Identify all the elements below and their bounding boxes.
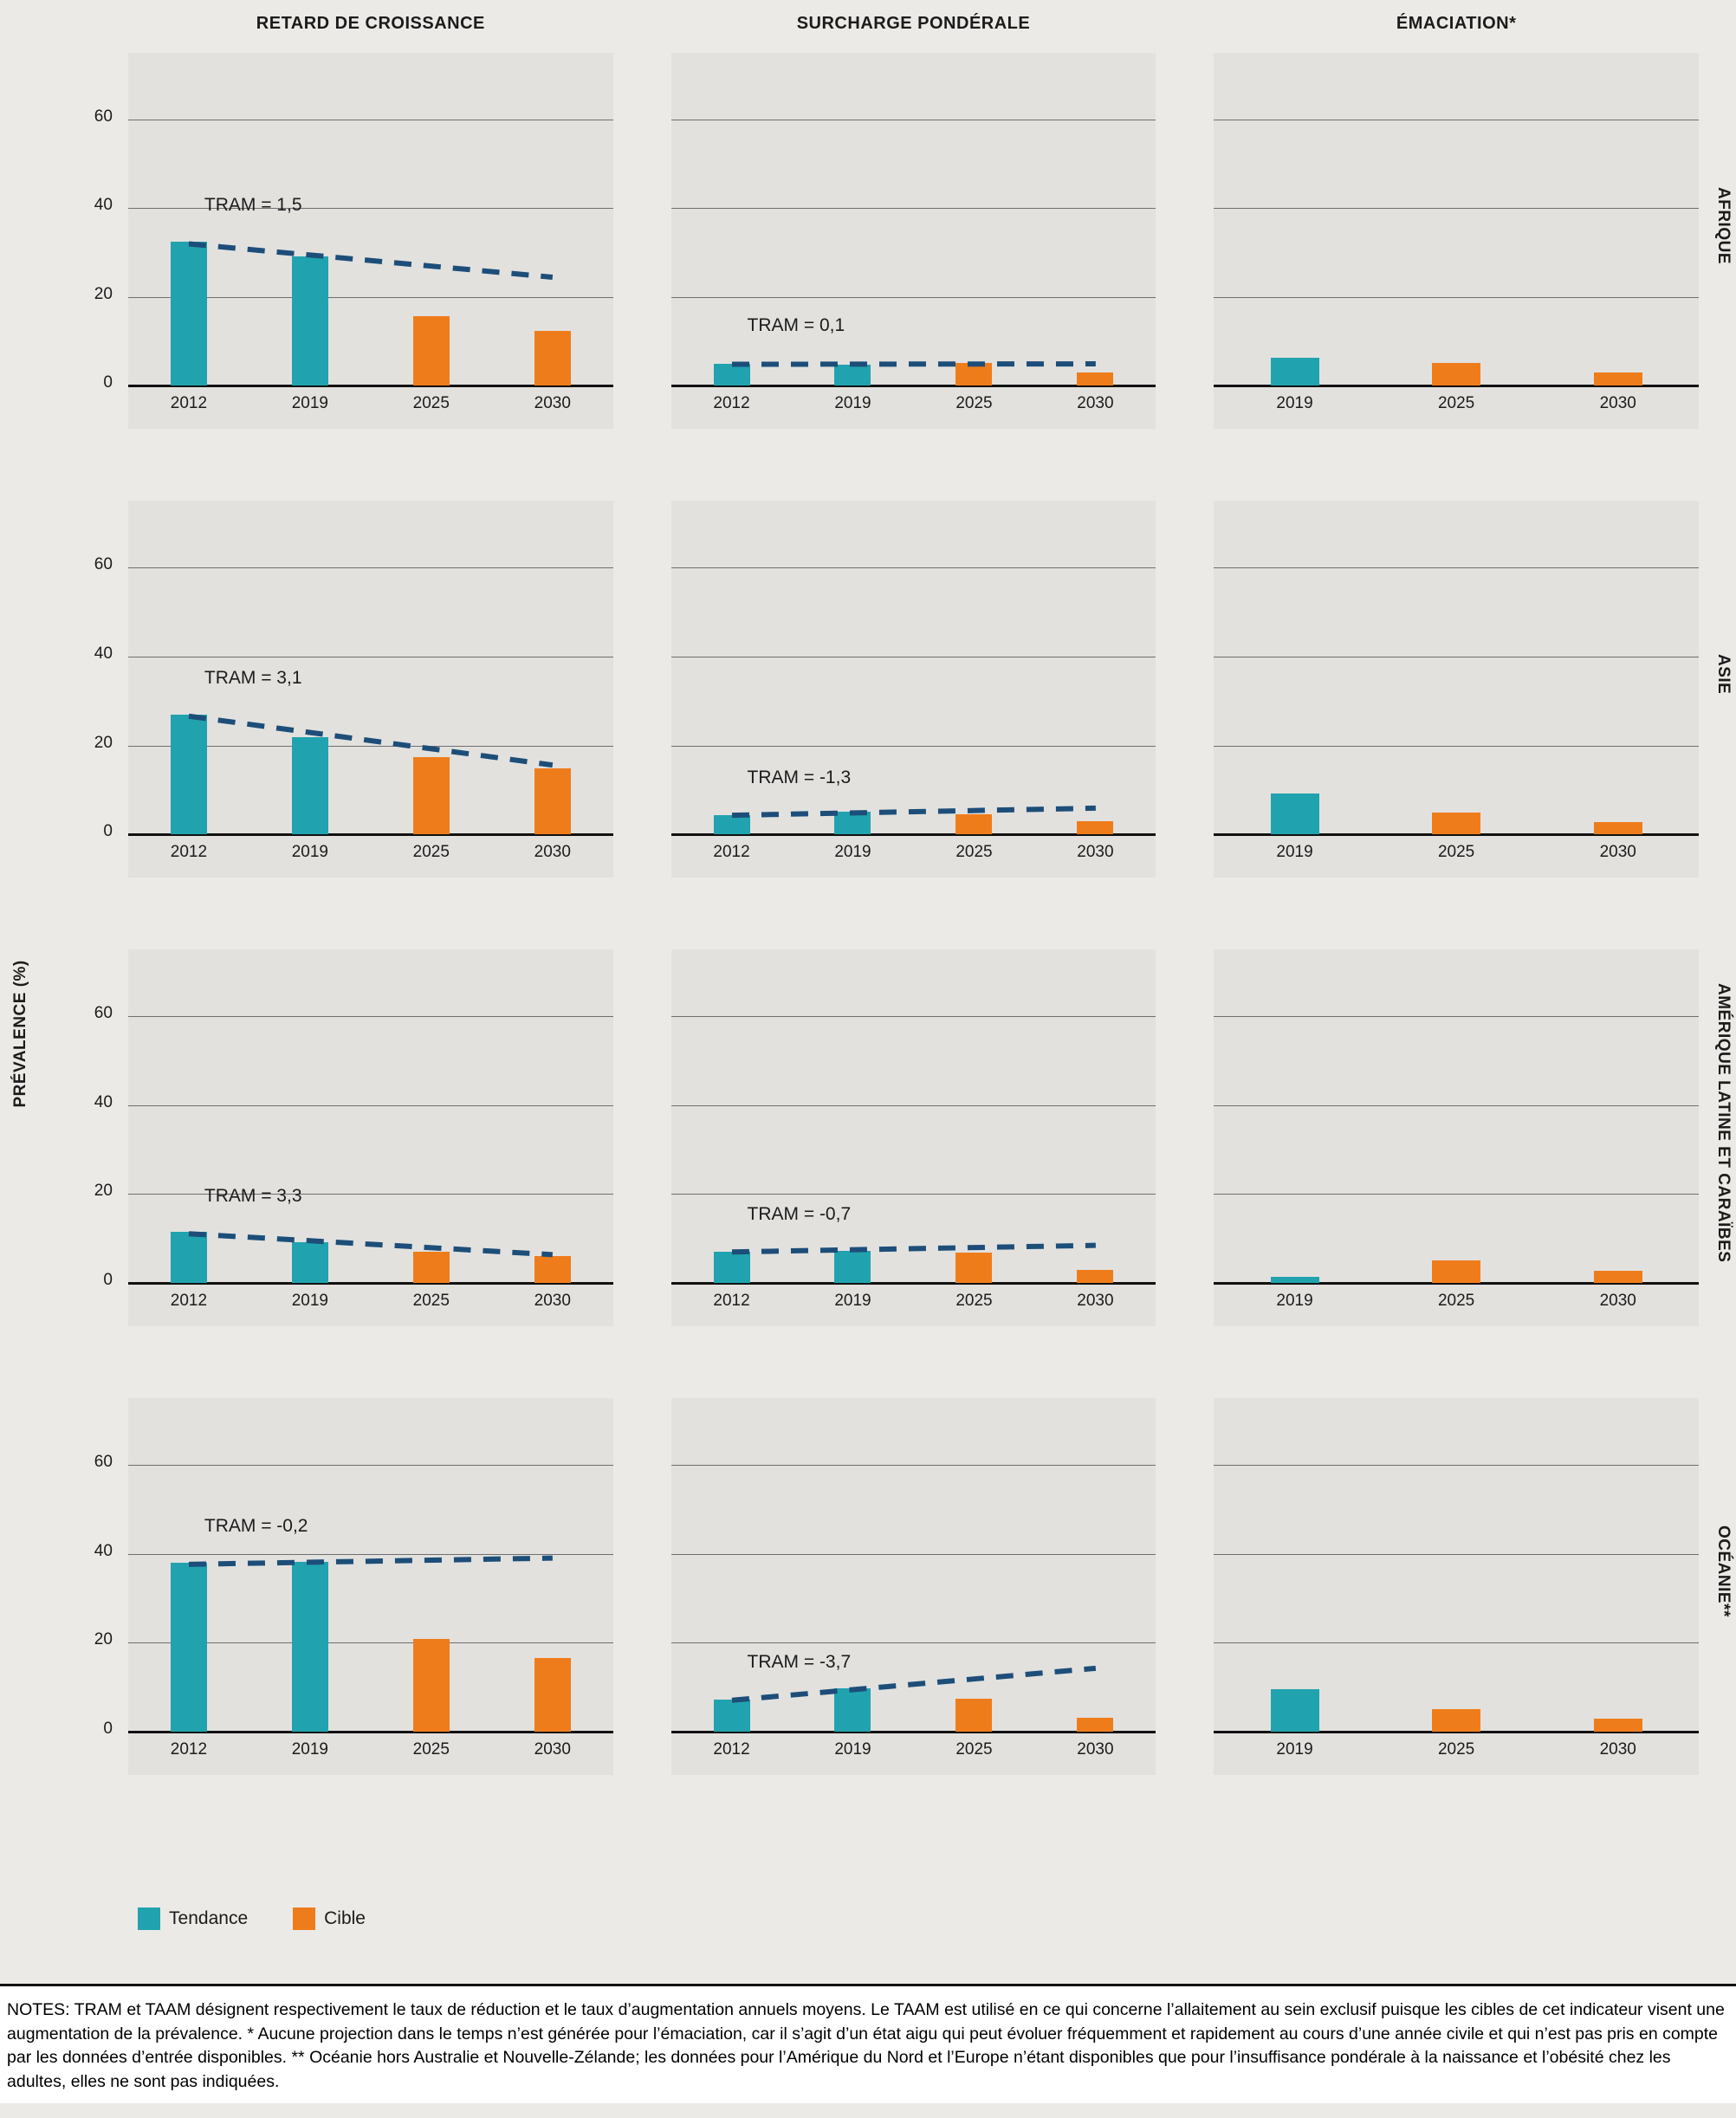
tram-annotation: TRAM = -1,3 xyxy=(747,767,852,787)
x-tick-2012: 2012 xyxy=(170,843,208,862)
panel-1-1 xyxy=(128,53,613,430)
y-tick-60: 60 xyxy=(94,107,113,126)
x-tick-2025: 2025 xyxy=(412,1291,450,1310)
y-tick-20: 20 xyxy=(94,1182,113,1201)
y-tick-20: 20 xyxy=(94,1630,113,1649)
y-tick-0: 0 xyxy=(103,1270,113,1289)
y-tick-40: 40 xyxy=(94,1092,113,1111)
row-title-1: AFRIQUE xyxy=(1714,186,1733,264)
panel-2-1 xyxy=(128,501,613,878)
trend-line xyxy=(128,53,613,430)
x-tick-2019: 2019 xyxy=(834,1291,871,1310)
trend-line xyxy=(128,1398,613,1775)
gridline-20 xyxy=(1214,297,1699,298)
x-tick-2025: 2025 xyxy=(1437,1291,1475,1310)
legend xyxy=(138,1907,400,1930)
legend-label-2: Cible xyxy=(324,1908,366,1929)
y-axis-title: PRÉVALENCE (%) xyxy=(10,960,29,1108)
row-title-2: ASIE xyxy=(1714,654,1733,695)
y-tick-40: 40 xyxy=(94,644,113,663)
gridline-60 xyxy=(1214,1465,1699,1466)
y-tick-60: 60 xyxy=(94,1004,113,1023)
row-title-3: AMÉRIQUE LATINE ET CARAÏBES xyxy=(1714,982,1733,1263)
x-tick-2019: 2019 xyxy=(1276,1291,1313,1310)
tram-annotation: TRAM = -3,7 xyxy=(747,1651,852,1672)
y-tick-60: 60 xyxy=(94,555,113,574)
tram-annotation: TRAM = 1,5 xyxy=(204,195,302,216)
x-tick-2012: 2012 xyxy=(170,394,208,413)
x-tick-2019: 2019 xyxy=(291,394,328,413)
x-tick-2025: 2025 xyxy=(412,843,450,862)
panel-4-3 xyxy=(1214,1398,1699,1775)
x-tick-2030: 2030 xyxy=(1077,1291,1114,1310)
gridline-40 xyxy=(1214,1105,1699,1106)
tram-annotation: TRAM = 3,3 xyxy=(204,1185,302,1206)
bar-2019-tendance[interactable] xyxy=(1271,1689,1319,1732)
x-tick-2030: 2030 xyxy=(534,843,571,862)
legend-swatch-1 xyxy=(138,1907,160,1930)
x-tick-2030: 2030 xyxy=(534,1291,571,1310)
panel-3-2 xyxy=(671,949,1156,1326)
x-tick-2030: 2030 xyxy=(1599,394,1636,413)
panel-3-3 xyxy=(1214,949,1699,1326)
y-tick-20: 20 xyxy=(94,733,113,752)
gridline-20 xyxy=(1214,746,1699,747)
x-tick-2025: 2025 xyxy=(1437,843,1475,862)
bar-2030-cible[interactable] xyxy=(1594,372,1642,385)
x-tick-2012: 2012 xyxy=(713,1739,750,1759)
panel-1-3 xyxy=(1214,53,1699,430)
x-tick-2019: 2019 xyxy=(834,843,871,862)
trend-line xyxy=(671,1398,1156,1775)
x-tick-2030: 2030 xyxy=(534,394,571,413)
chart-notes: NOTES: TRAM et TAAM désignent respectivement le taux de réduction et le taux d’augmentation annuels moyens. Le TAAM est utilisé en ce qui concerne l’allaitement au sein exclusif puisque les cibles de cet indicateur visent une augmentation de la prévalence. * Aucune projection dans le temps n’est générée pour l’émaciation, car il s’agit d’un état aigu qui peut évoluer fréquemment et rapidement au cours d’une année civile et qui n’est pas pris en compte par les données d’entrée disponibles. ** Océanie hors Australie et Nouvelle-Zélande; les données pour l’Amérique du Nord et l’Europe n’étant disponibles que pour l’insuffisance pondérale à la naissance et l’obésité chez les adultes, elles ne sont pas indiquées. xyxy=(0,1984,1736,2103)
y-tick-0: 0 xyxy=(103,1719,113,1738)
legend-item-1 xyxy=(138,1907,248,1930)
bar-2025-cible[interactable] xyxy=(1432,1709,1480,1732)
y-tick-60: 60 xyxy=(94,1452,113,1471)
x-tick-2030: 2030 xyxy=(1077,1739,1114,1759)
x-tick-2019: 2019 xyxy=(1276,843,1313,862)
trend-line xyxy=(128,501,613,878)
x-tick-2019: 2019 xyxy=(834,1739,871,1759)
tram-annotation: TRAM = 0,1 xyxy=(747,315,845,336)
bar-2030-cible[interactable] xyxy=(1594,1719,1642,1732)
trend-line xyxy=(671,53,1156,430)
x-tick-2030: 2030 xyxy=(1077,843,1114,862)
x-tick-2025: 2025 xyxy=(955,1291,993,1310)
x-tick-2019: 2019 xyxy=(291,1291,328,1310)
panel-4-1 xyxy=(128,1398,613,1775)
row-title-4: OCÉANIE** xyxy=(1714,1525,1733,1617)
x-tick-2019: 2019 xyxy=(291,843,328,862)
bar-2019-tendance[interactable] xyxy=(1271,358,1319,386)
tram-annotation: TRAM = 3,1 xyxy=(204,668,302,689)
x-tick-2012: 2012 xyxy=(713,394,750,413)
trend-line xyxy=(671,501,1156,878)
x-tick-2025: 2025 xyxy=(412,394,450,413)
x-tick-2019: 2019 xyxy=(1276,394,1313,413)
x-tick-2012: 2012 xyxy=(713,1291,750,1310)
tram-annotation: TRAM = -0,2 xyxy=(204,1515,308,1536)
x-tick-2012: 2012 xyxy=(713,843,750,862)
y-tick-0: 0 xyxy=(103,373,113,392)
column-title-1: RETARD DE CROISSANCE xyxy=(256,13,485,33)
x-tick-2025: 2025 xyxy=(955,394,993,413)
trend-line xyxy=(671,949,1156,1326)
x-tick-2030: 2030 xyxy=(1599,1291,1636,1310)
gridline-60 xyxy=(1214,567,1699,568)
panel-2-3 xyxy=(1214,501,1699,878)
gridline-40 xyxy=(1214,1554,1699,1555)
legend-item-2 xyxy=(293,1907,366,1930)
bar-2019-tendance[interactable] xyxy=(1271,1277,1319,1283)
x-tick-2025: 2025 xyxy=(412,1739,450,1759)
bar-2025-cible[interactable] xyxy=(1432,1260,1480,1283)
trend-line xyxy=(128,949,613,1326)
x-tick-2030: 2030 xyxy=(534,1739,571,1759)
x-tick-2025: 2025 xyxy=(1437,394,1475,413)
x-tick-2030: 2030 xyxy=(1077,394,1114,413)
panel-3-1 xyxy=(128,949,613,1326)
gridline-40 xyxy=(1214,208,1699,209)
gridline-20 xyxy=(1214,1194,1699,1195)
bar-2019-tendance[interactable] xyxy=(1271,793,1319,834)
x-tick-2025: 2025 xyxy=(955,1739,993,1759)
panel-2-2 xyxy=(671,501,1156,878)
x-tick-2030: 2030 xyxy=(1599,843,1636,862)
legend-label-1: Tendance xyxy=(169,1908,249,1929)
x-tick-2030: 2030 xyxy=(1599,1739,1636,1759)
y-tick-40: 40 xyxy=(94,1541,113,1560)
y-tick-0: 0 xyxy=(103,822,113,841)
x-tick-2019: 2019 xyxy=(291,1739,328,1759)
legend-swatch-2 xyxy=(293,1907,315,1930)
x-tick-2019: 2019 xyxy=(834,394,871,413)
x-tick-2019: 2019 xyxy=(1276,1739,1313,1759)
y-tick-40: 40 xyxy=(94,196,113,215)
panel-1-2 xyxy=(671,53,1156,430)
x-tick-2025: 2025 xyxy=(1437,1739,1475,1759)
panel-4-2 xyxy=(671,1398,1156,1775)
column-title-3: ÉMACIATION* xyxy=(1396,13,1517,33)
x-tick-2012: 2012 xyxy=(170,1739,208,1759)
column-title-2: SURCHARGE PONDÉRALE xyxy=(796,13,1031,33)
x-tick-2025: 2025 xyxy=(955,843,993,862)
x-tick-2012: 2012 xyxy=(170,1291,208,1310)
y-tick-20: 20 xyxy=(94,284,113,303)
bar-2030-cible[interactable] xyxy=(1594,1271,1642,1283)
gridline-60 xyxy=(1214,1016,1699,1017)
bar-2025-cible[interactable] xyxy=(1432,363,1480,385)
bar-2025-cible[interactable] xyxy=(1432,813,1480,835)
tram-annotation: TRAM = -0,7 xyxy=(747,1203,852,1224)
bar-2030-cible[interactable] xyxy=(1594,822,1642,834)
gridline-20 xyxy=(1214,1642,1699,1643)
